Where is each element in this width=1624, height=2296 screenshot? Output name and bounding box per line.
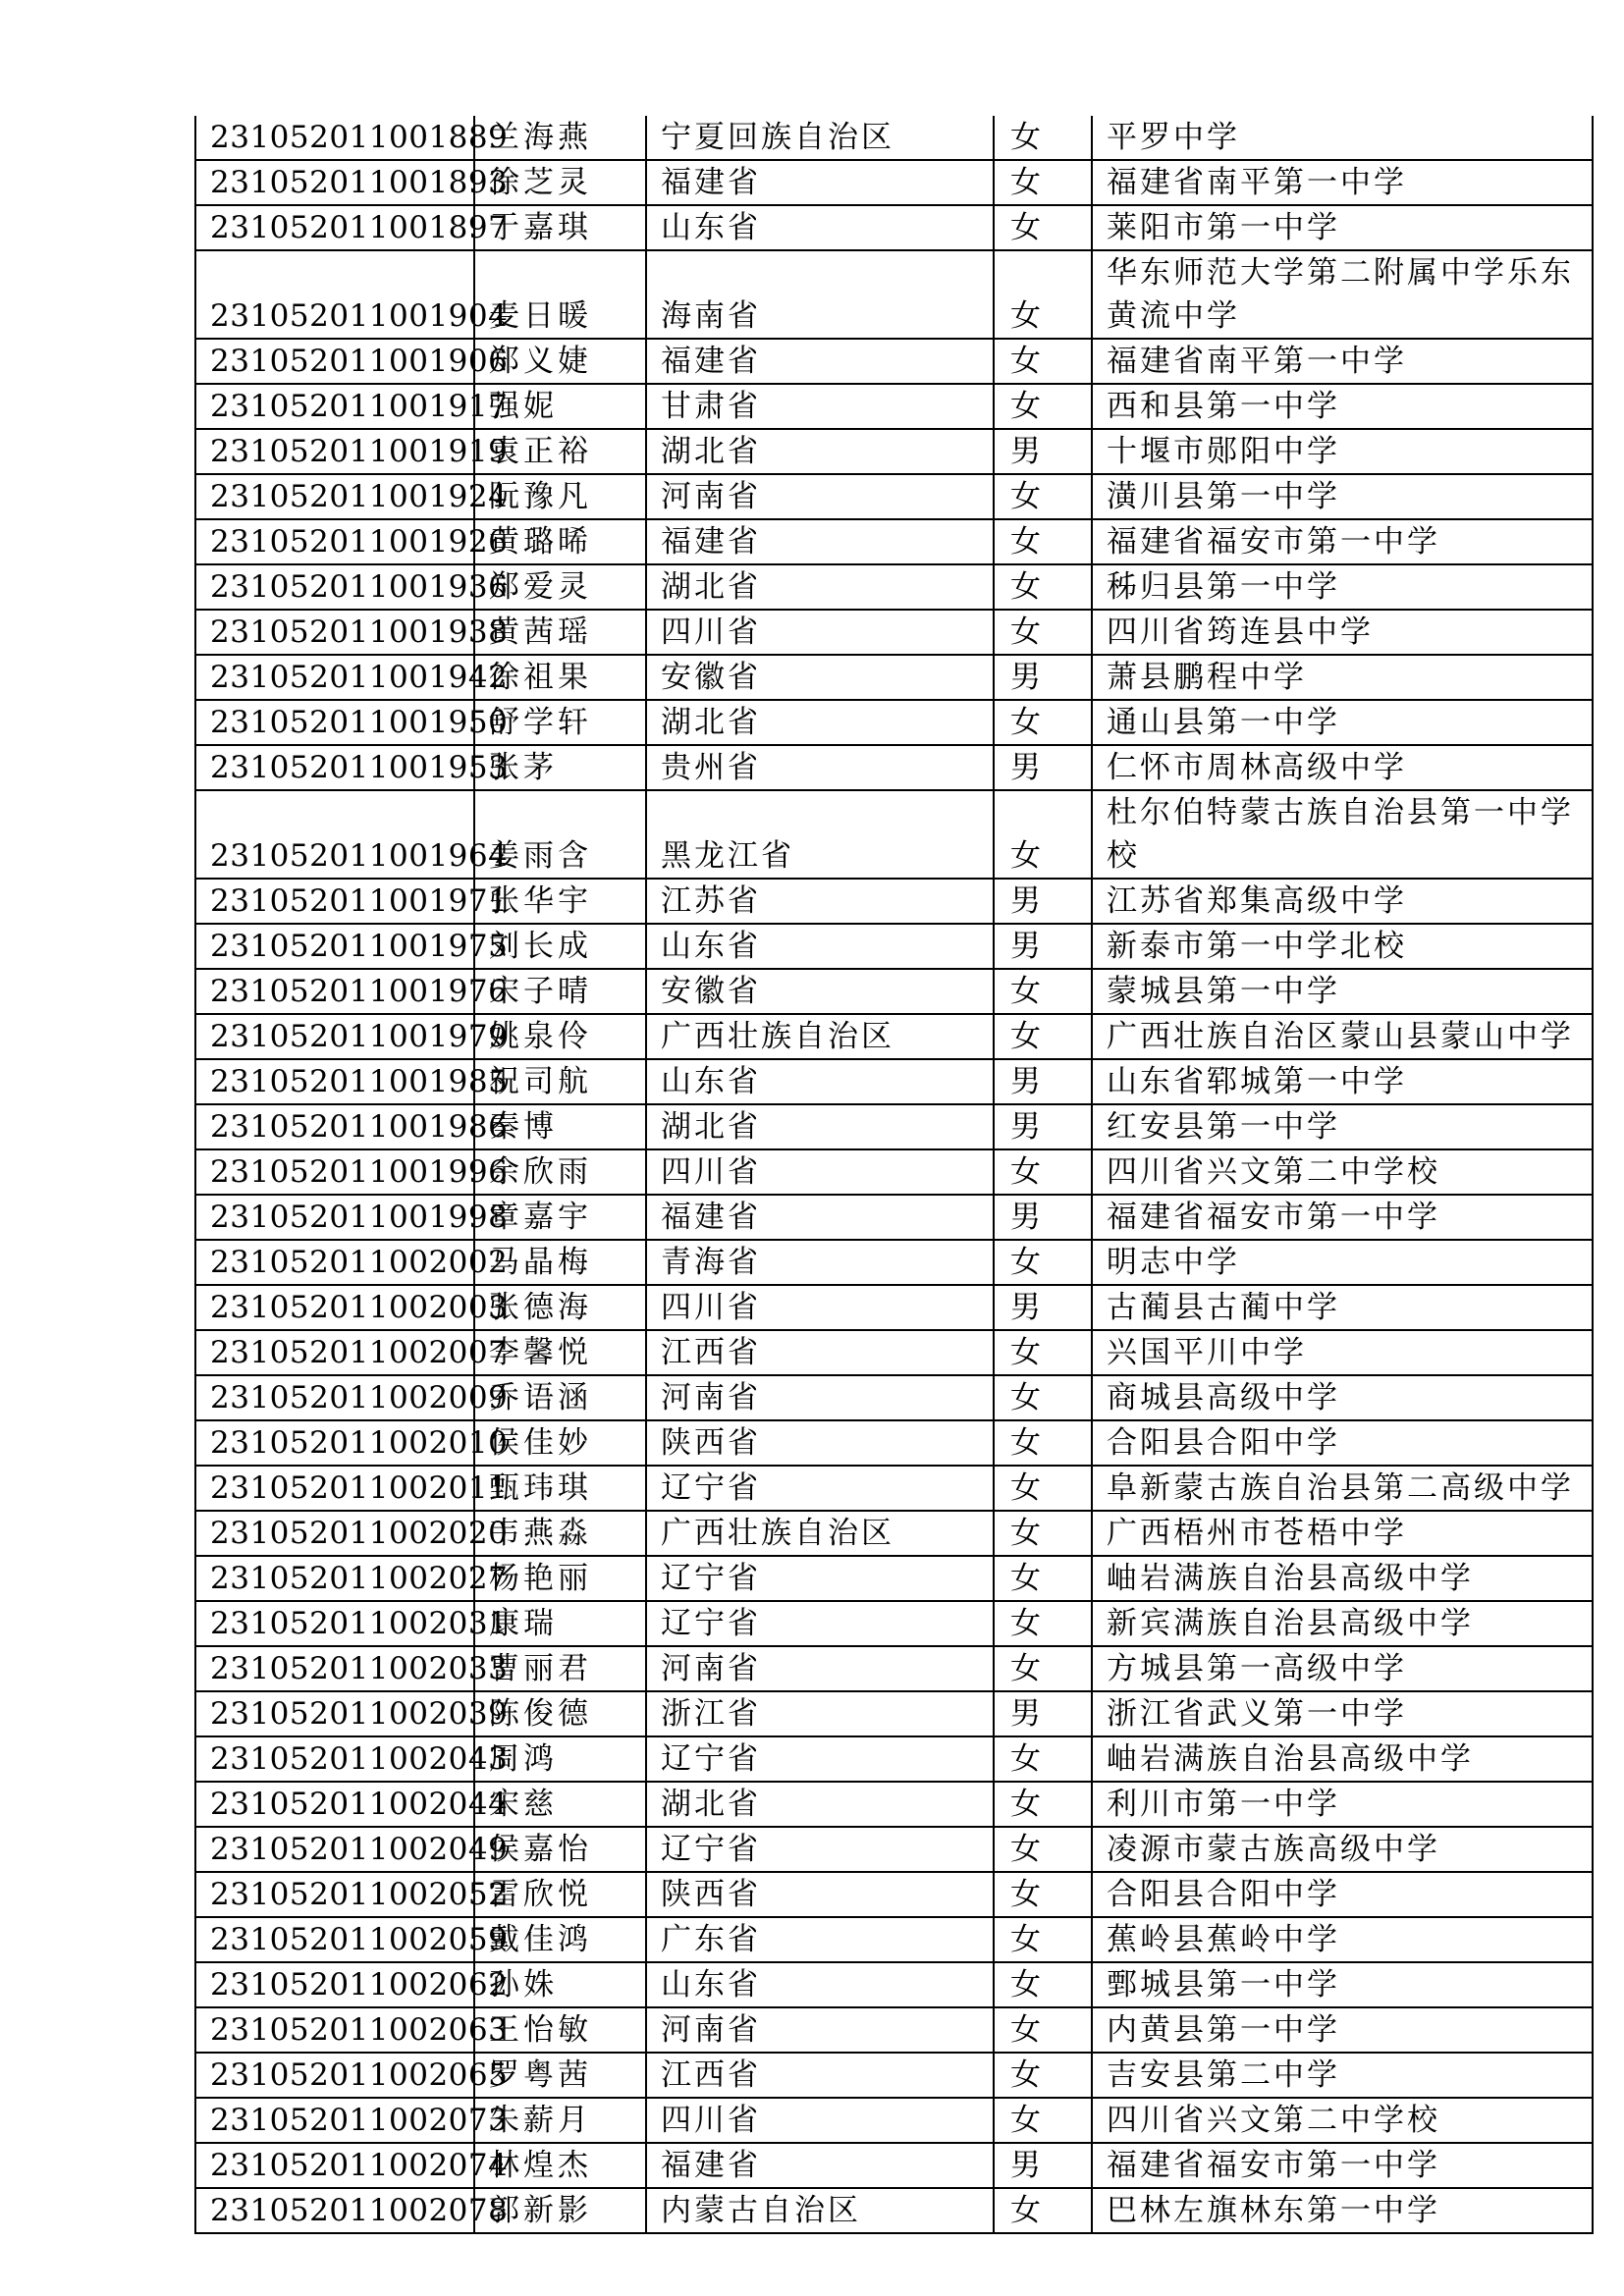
sex-cell: 女 xyxy=(994,2053,1092,2098)
student-name-cell: 姜雨含 xyxy=(474,790,646,879)
table-row xyxy=(195,790,1593,879)
table-row xyxy=(195,205,1593,250)
table-row xyxy=(195,1511,1593,1556)
sex-cell: 男 xyxy=(994,745,1092,790)
province-cell: 辽宁省 xyxy=(646,1601,994,1646)
province-cell: 河南省 xyxy=(646,1646,994,1691)
school-cell: 蒙城县第一中学 xyxy=(1092,969,1593,1014)
table-row xyxy=(195,2007,1593,2053)
school-cell: 广西壮族自治区蒙山县蒙山中学 xyxy=(1092,1014,1593,1059)
school-cell: 新泰市第一中学北校 xyxy=(1092,924,1593,969)
student-id-cell: 231052011002049 xyxy=(195,1827,474,1872)
school-cell: 萧县鹏程中学 xyxy=(1092,655,1593,700)
student-id-cell: 231052011001919 xyxy=(195,429,474,474)
table-row xyxy=(195,1285,1593,1330)
school-cell: 华东师范大学第二附属中学乐东 黄流中学 xyxy=(1092,250,1593,339)
student-name-cell: 杨艳丽 xyxy=(474,1556,646,1601)
table-row xyxy=(195,1240,1593,1285)
province-cell: 福建省 xyxy=(646,160,994,205)
table-row xyxy=(195,2143,1593,2188)
sex-cell: 女 xyxy=(994,1014,1092,1059)
province-cell: 海南省 xyxy=(646,250,994,339)
school-cell: 仁怀市周林高级中学 xyxy=(1092,745,1593,790)
school-cell: 西和县第一中学 xyxy=(1092,384,1593,429)
table-row xyxy=(195,1691,1593,1736)
table-row xyxy=(195,1195,1593,1240)
table-row xyxy=(195,745,1593,790)
sex-cell: 女 xyxy=(994,1827,1092,1872)
province-cell: 湖北省 xyxy=(646,564,994,610)
student-name-cell: 徐祖果 xyxy=(474,655,646,700)
table-row xyxy=(195,339,1593,384)
school-cell: 吉安县第二中学 xyxy=(1092,2053,1593,2098)
school-cell: 岫岩满族自治县高级中学 xyxy=(1092,1736,1593,1782)
table-row xyxy=(195,1059,1593,1104)
table-row xyxy=(195,564,1593,610)
student-name-cell: 张德海 xyxy=(474,1285,646,1330)
student-name-cell: 乔语涵 xyxy=(474,1375,646,1420)
table-row xyxy=(195,1014,1593,1059)
sex-cell: 女 xyxy=(994,519,1092,564)
school-cell: 杜尔伯特蒙古族自治县第一中学 校 xyxy=(1092,790,1593,879)
school-cell: 古蔺县古蔺中学 xyxy=(1092,1285,1593,1330)
student-name-cell: 林煌杰 xyxy=(474,2143,646,2188)
school-cell: 阜新蒙古族自治县第二高级中学 xyxy=(1092,1466,1593,1511)
province-cell: 广西壮族自治区 xyxy=(646,1014,994,1059)
sex-cell: 女 xyxy=(994,2007,1092,2053)
sex-cell: 女 xyxy=(994,1917,1092,1962)
table-row xyxy=(195,160,1593,205)
student-id-cell: 231052011002031 xyxy=(195,1601,474,1646)
sex-cell: 男 xyxy=(994,429,1092,474)
sex-cell: 女 xyxy=(994,1420,1092,1466)
province-cell: 河南省 xyxy=(646,474,994,519)
province-cell: 湖北省 xyxy=(646,1782,994,1827)
province-cell: 福建省 xyxy=(646,519,994,564)
sex-cell: 女 xyxy=(994,564,1092,610)
student-id-cell: 231052011001986 xyxy=(195,1104,474,1149)
province-cell: 青海省 xyxy=(646,1240,994,1285)
school-cell: 蕉岭县蕉岭中学 xyxy=(1092,1917,1593,1962)
province-cell: 福建省 xyxy=(646,339,994,384)
table-row xyxy=(195,1330,1593,1375)
table-row xyxy=(195,116,1593,160)
sex-cell: 女 xyxy=(994,339,1092,384)
province-cell: 陕西省 xyxy=(646,1872,994,1917)
student-id-cell: 231052011002052 xyxy=(195,1872,474,1917)
school-cell: 浙江省武义第一中学 xyxy=(1092,1691,1593,1736)
sex-cell: 女 xyxy=(994,1782,1092,1827)
table-row xyxy=(195,655,1593,700)
table-row xyxy=(195,250,1593,339)
student-name-cell: 罗粤茜 xyxy=(474,2053,646,2098)
table-row xyxy=(195,969,1593,1014)
student-id-cell: 231052011001971 xyxy=(195,879,474,924)
sex-cell: 女 xyxy=(994,2188,1092,2233)
province-cell: 宁夏回族自治区 xyxy=(646,116,994,160)
school-cell: 秭归县第一中学 xyxy=(1092,564,1593,610)
student-name-cell: 朱薪月 xyxy=(474,2098,646,2143)
student-id-cell: 231052011001964 xyxy=(195,790,474,879)
province-cell: 河南省 xyxy=(646,1375,994,1420)
student-name-cell: 徐芝灵 xyxy=(474,160,646,205)
student-name-cell: 秦博 xyxy=(474,1104,646,1149)
province-cell: 四川省 xyxy=(646,1149,994,1195)
student-name-cell: 宋子晴 xyxy=(474,969,646,1014)
student-id-cell: 231052011001979 xyxy=(195,1014,474,1059)
province-cell: 陕西省 xyxy=(646,1420,994,1466)
student-name-cell: 雷欣悦 xyxy=(474,1872,646,1917)
sex-cell: 女 xyxy=(994,1601,1092,1646)
student-id-cell: 231052011002044 xyxy=(195,1782,474,1827)
student-id-cell: 231052011001926 xyxy=(195,519,474,564)
school-cell: 四川省兴文第二中学校 xyxy=(1092,2098,1593,2143)
student-id-cell: 231052011001889 xyxy=(195,116,474,160)
student-name-cell: 张华宇 xyxy=(474,879,646,924)
student-name-cell: 阮豫凡 xyxy=(474,474,646,519)
province-cell: 福建省 xyxy=(646,2143,994,2188)
student-id-cell: 231052011001938 xyxy=(195,610,474,655)
sex-cell: 女 xyxy=(994,205,1092,250)
school-cell: 凌源市蒙古族高级中学 xyxy=(1092,1827,1593,1872)
table-row xyxy=(195,1149,1593,1195)
student-id-cell: 231052011001924 xyxy=(195,474,474,519)
province-cell: 山东省 xyxy=(646,205,994,250)
table-row xyxy=(195,1104,1593,1149)
province-cell: 广西壮族自治区 xyxy=(646,1511,994,1556)
sex-cell: 女 xyxy=(994,610,1092,655)
student-id-cell: 231052011002078 xyxy=(195,2188,474,2233)
student-id-cell: 231052011001917 xyxy=(195,384,474,429)
sex-cell: 女 xyxy=(994,116,1092,160)
student-name-cell: 陈俊德 xyxy=(474,1691,646,1736)
sex-cell: 女 xyxy=(994,1375,1092,1420)
sex-cell: 女 xyxy=(994,1511,1092,1556)
school-cell: 鄄城县第一中学 xyxy=(1092,1962,1593,2007)
student-id-cell: 231052011002043 xyxy=(195,1736,474,1782)
school-cell: 岫岩满族自治县高级中学 xyxy=(1092,1556,1593,1601)
school-cell: 山东省郓城第一中学 xyxy=(1092,1059,1593,1104)
student-id-cell: 231052011001976 xyxy=(195,969,474,1014)
table-row xyxy=(195,1872,1593,1917)
sex-cell: 女 xyxy=(994,1736,1092,1782)
student-name-cell: 马晶梅 xyxy=(474,1240,646,1285)
province-cell: 内蒙古自治区 xyxy=(646,2188,994,2233)
province-cell: 辽宁省 xyxy=(646,1466,994,1511)
province-cell: 广东省 xyxy=(646,1917,994,1962)
table-row xyxy=(195,610,1593,655)
province-cell: 江苏省 xyxy=(646,879,994,924)
student-id-cell: 231052011002020 xyxy=(195,1511,474,1556)
school-cell: 福建省福安市第一中学 xyxy=(1092,2143,1593,2188)
province-cell: 四川省 xyxy=(646,610,994,655)
province-cell: 安徽省 xyxy=(646,655,994,700)
school-cell: 十堰市郧阳中学 xyxy=(1092,429,1593,474)
sex-cell: 男 xyxy=(994,924,1092,969)
province-cell: 安徽省 xyxy=(646,969,994,1014)
student-name-cell: 姚泉伶 xyxy=(474,1014,646,1059)
school-cell: 明志中学 xyxy=(1092,1240,1593,1285)
table-row xyxy=(195,519,1593,564)
province-cell: 山东省 xyxy=(646,924,994,969)
school-cell: 潢川县第一中学 xyxy=(1092,474,1593,519)
student-name-cell: 郑义婕 xyxy=(474,339,646,384)
school-cell: 福建省南平第一中学 xyxy=(1092,160,1593,205)
table-row xyxy=(195,2188,1593,2233)
province-cell: 河南省 xyxy=(646,2007,994,2053)
school-cell: 福建省南平第一中学 xyxy=(1092,339,1593,384)
student-id-cell: 231052011002074 xyxy=(195,2143,474,2188)
school-cell: 四川省兴文第二中学校 xyxy=(1092,1149,1593,1195)
school-cell: 广西梧州市苍梧中学 xyxy=(1092,1511,1593,1556)
table-row xyxy=(195,879,1593,924)
table-row xyxy=(195,1646,1593,1691)
sex-cell: 男 xyxy=(994,655,1092,700)
school-cell: 商城县高级中学 xyxy=(1092,1375,1593,1420)
sex-cell: 女 xyxy=(994,250,1092,339)
student-id-cell: 231052011001936 xyxy=(195,564,474,610)
school-cell: 合阳县合阳中学 xyxy=(1092,1420,1593,1466)
province-cell: 辽宁省 xyxy=(646,1736,994,1782)
sex-cell: 男 xyxy=(994,1104,1092,1149)
table-row xyxy=(195,700,1593,745)
sex-cell: 女 xyxy=(994,1330,1092,1375)
table-row xyxy=(195,384,1593,429)
sex-cell: 女 xyxy=(994,1556,1092,1601)
province-cell: 福建省 xyxy=(646,1195,994,1240)
student-id-cell: 231052011002010 xyxy=(195,1420,474,1466)
student-id-cell: 231052011001998 xyxy=(195,1195,474,1240)
sex-cell: 女 xyxy=(994,1149,1092,1195)
student-name-cell: 宋慈 xyxy=(474,1782,646,1827)
province-cell: 湖北省 xyxy=(646,700,994,745)
student-name-cell: 黄茜瑶 xyxy=(474,610,646,655)
student-name-cell: 王怡敏 xyxy=(474,2007,646,2053)
student-name-cell: 于嘉琪 xyxy=(474,205,646,250)
student-id-cell: 231052011002011 xyxy=(195,1466,474,1511)
student-id-cell: 231052011001996 xyxy=(195,1149,474,1195)
sex-cell: 男 xyxy=(994,1691,1092,1736)
sex-cell: 女 xyxy=(994,1240,1092,1285)
student-name-cell: 孙姝 xyxy=(474,1962,646,2007)
province-cell: 四川省 xyxy=(646,2098,994,2143)
student-id-cell: 231052011002003 xyxy=(195,1285,474,1330)
table-row xyxy=(195,1827,1593,1872)
sex-cell: 女 xyxy=(994,790,1092,879)
province-cell: 辽宁省 xyxy=(646,1556,994,1601)
student-id-cell: 231052011001950 xyxy=(195,700,474,745)
student-name-cell: 余欣雨 xyxy=(474,1149,646,1195)
table-row xyxy=(195,1962,1593,2007)
school-cell: 内黄县第一中学 xyxy=(1092,2007,1593,2053)
student-id-cell: 231052011001975 xyxy=(195,924,474,969)
student-name-cell: 李馨悦 xyxy=(474,1330,646,1375)
sex-cell: 男 xyxy=(994,1285,1092,1330)
school-cell: 莱阳市第一中学 xyxy=(1092,205,1593,250)
student-id-cell: 231052011001953 xyxy=(195,745,474,790)
table-row xyxy=(195,1466,1593,1511)
student-name-cell: 侯嘉怡 xyxy=(474,1827,646,1872)
student-id-cell: 231052011001942 xyxy=(195,655,474,700)
student-name-cell: 刘长成 xyxy=(474,924,646,969)
province-cell: 湖北省 xyxy=(646,429,994,474)
province-cell: 湖北省 xyxy=(646,1104,994,1149)
province-cell: 甘肃省 xyxy=(646,384,994,429)
roster-table xyxy=(194,116,1594,2234)
table-row xyxy=(195,1917,1593,1962)
school-cell: 福建省福安市第一中学 xyxy=(1092,1195,1593,1240)
school-cell: 新宾满族自治县高级中学 xyxy=(1092,1601,1593,1646)
student-id-cell: 231052011001985 xyxy=(195,1059,474,1104)
province-cell: 山东省 xyxy=(646,1059,994,1104)
province-cell: 辽宁省 xyxy=(646,1827,994,1872)
student-id-cell: 231052011002065 xyxy=(195,2053,474,2098)
province-cell: 江西省 xyxy=(646,2053,994,2098)
student-id-cell: 231052011001906 xyxy=(195,339,474,384)
province-cell: 山东省 xyxy=(646,1962,994,2007)
table-row xyxy=(195,474,1593,519)
sex-cell: 女 xyxy=(994,1646,1092,1691)
table-row xyxy=(195,1736,1593,1782)
province-cell: 四川省 xyxy=(646,1285,994,1330)
sex-cell: 男 xyxy=(994,1059,1092,1104)
student-id-cell: 231052011002033 xyxy=(195,1646,474,1691)
school-cell: 平罗中学 xyxy=(1092,116,1593,160)
table-row xyxy=(195,1420,1593,1466)
school-cell: 福建省福安市第一中学 xyxy=(1092,519,1593,564)
student-id-cell: 231052011001904 xyxy=(195,250,474,339)
sex-cell: 男 xyxy=(994,1195,1092,1240)
sex-cell: 女 xyxy=(994,1466,1092,1511)
sex-cell: 女 xyxy=(994,700,1092,745)
school-cell: 红安县第一中学 xyxy=(1092,1104,1593,1149)
student-name-cell: 侯佳妙 xyxy=(474,1420,646,1466)
school-cell: 合阳县合阳中学 xyxy=(1092,1872,1593,1917)
sex-cell: 女 xyxy=(994,1872,1092,1917)
student-name-cell: 韦燕淼 xyxy=(474,1511,646,1556)
student-name-cell: 甄玮琪 xyxy=(474,1466,646,1511)
sex-cell: 女 xyxy=(994,969,1092,1014)
student-name-cell: 兰海燕 xyxy=(474,116,646,160)
student-id-cell: 231052011002039 xyxy=(195,1691,474,1736)
student-id-cell: 231052011002063 xyxy=(195,2007,474,2053)
student-name-cell: 祝司航 xyxy=(474,1059,646,1104)
sex-cell: 女 xyxy=(994,384,1092,429)
table-row xyxy=(195,2053,1593,2098)
student-name-cell: 章嘉宇 xyxy=(474,1195,646,1240)
table-row xyxy=(195,924,1593,969)
table-row xyxy=(195,2098,1593,2143)
student-id-cell: 231052011002009 xyxy=(195,1375,474,1420)
roster-body xyxy=(195,116,1593,2233)
student-name-cell: 麦日暖 xyxy=(474,250,646,339)
student-name-cell: 郑爱灵 xyxy=(474,564,646,610)
student-id-cell: 231052011001897 xyxy=(195,205,474,250)
school-cell: 通山县第一中学 xyxy=(1092,700,1593,745)
province-cell: 贵州省 xyxy=(646,745,994,790)
student-id-cell: 231052011002062 xyxy=(195,1962,474,2007)
school-cell: 四川省筠连县中学 xyxy=(1092,610,1593,655)
student-name-cell: 袁正裕 xyxy=(474,429,646,474)
sex-cell: 女 xyxy=(994,474,1092,519)
province-cell: 黑龙江省 xyxy=(646,790,994,879)
roster-sheet xyxy=(194,116,1594,2234)
student-id-cell: 231052011002027 xyxy=(195,1556,474,1601)
student-name-cell: 曹丽君 xyxy=(474,1646,646,1691)
student-id-cell: 231052011002059 xyxy=(195,1917,474,1962)
sex-cell: 女 xyxy=(994,1962,1092,2007)
student-id-cell: 231052011002073 xyxy=(195,2098,474,2143)
school-cell: 巴林左旗林东第一中学 xyxy=(1092,2188,1593,2233)
student-id-cell: 231052011002002 xyxy=(195,1240,474,1285)
student-name-cell: 康瑞 xyxy=(474,1601,646,1646)
sex-cell: 女 xyxy=(994,2098,1092,2143)
student-id-cell: 231052011002007 xyxy=(195,1330,474,1375)
table-row xyxy=(195,1375,1593,1420)
sex-cell: 女 xyxy=(994,160,1092,205)
sex-cell: 男 xyxy=(994,879,1092,924)
table-row xyxy=(195,1782,1593,1827)
student-name-cell: 舒学轩 xyxy=(474,700,646,745)
school-cell: 方城县第一高级中学 xyxy=(1092,1646,1593,1691)
student-id-cell: 231052011001893 xyxy=(195,160,474,205)
table-row xyxy=(195,429,1593,474)
student-name-cell: 张茅 xyxy=(474,745,646,790)
province-cell: 江西省 xyxy=(646,1330,994,1375)
province-cell: 浙江省 xyxy=(646,1691,994,1736)
school-cell: 利川市第一中学 xyxy=(1092,1782,1593,1827)
table-row xyxy=(195,1556,1593,1601)
school-cell: 兴国平川中学 xyxy=(1092,1330,1593,1375)
school-cell: 江苏省郑集高级中学 xyxy=(1092,879,1593,924)
sex-cell: 男 xyxy=(994,2143,1092,2188)
student-name-cell: 强妮 xyxy=(474,384,646,429)
student-name-cell: 黄璐晞 xyxy=(474,519,646,564)
student-name-cell: 戴佳鸿 xyxy=(474,1917,646,1962)
student-name-cell: 周鸿 xyxy=(474,1736,646,1782)
table-row xyxy=(195,1601,1593,1646)
student-name-cell: 郭新影 xyxy=(474,2188,646,2233)
